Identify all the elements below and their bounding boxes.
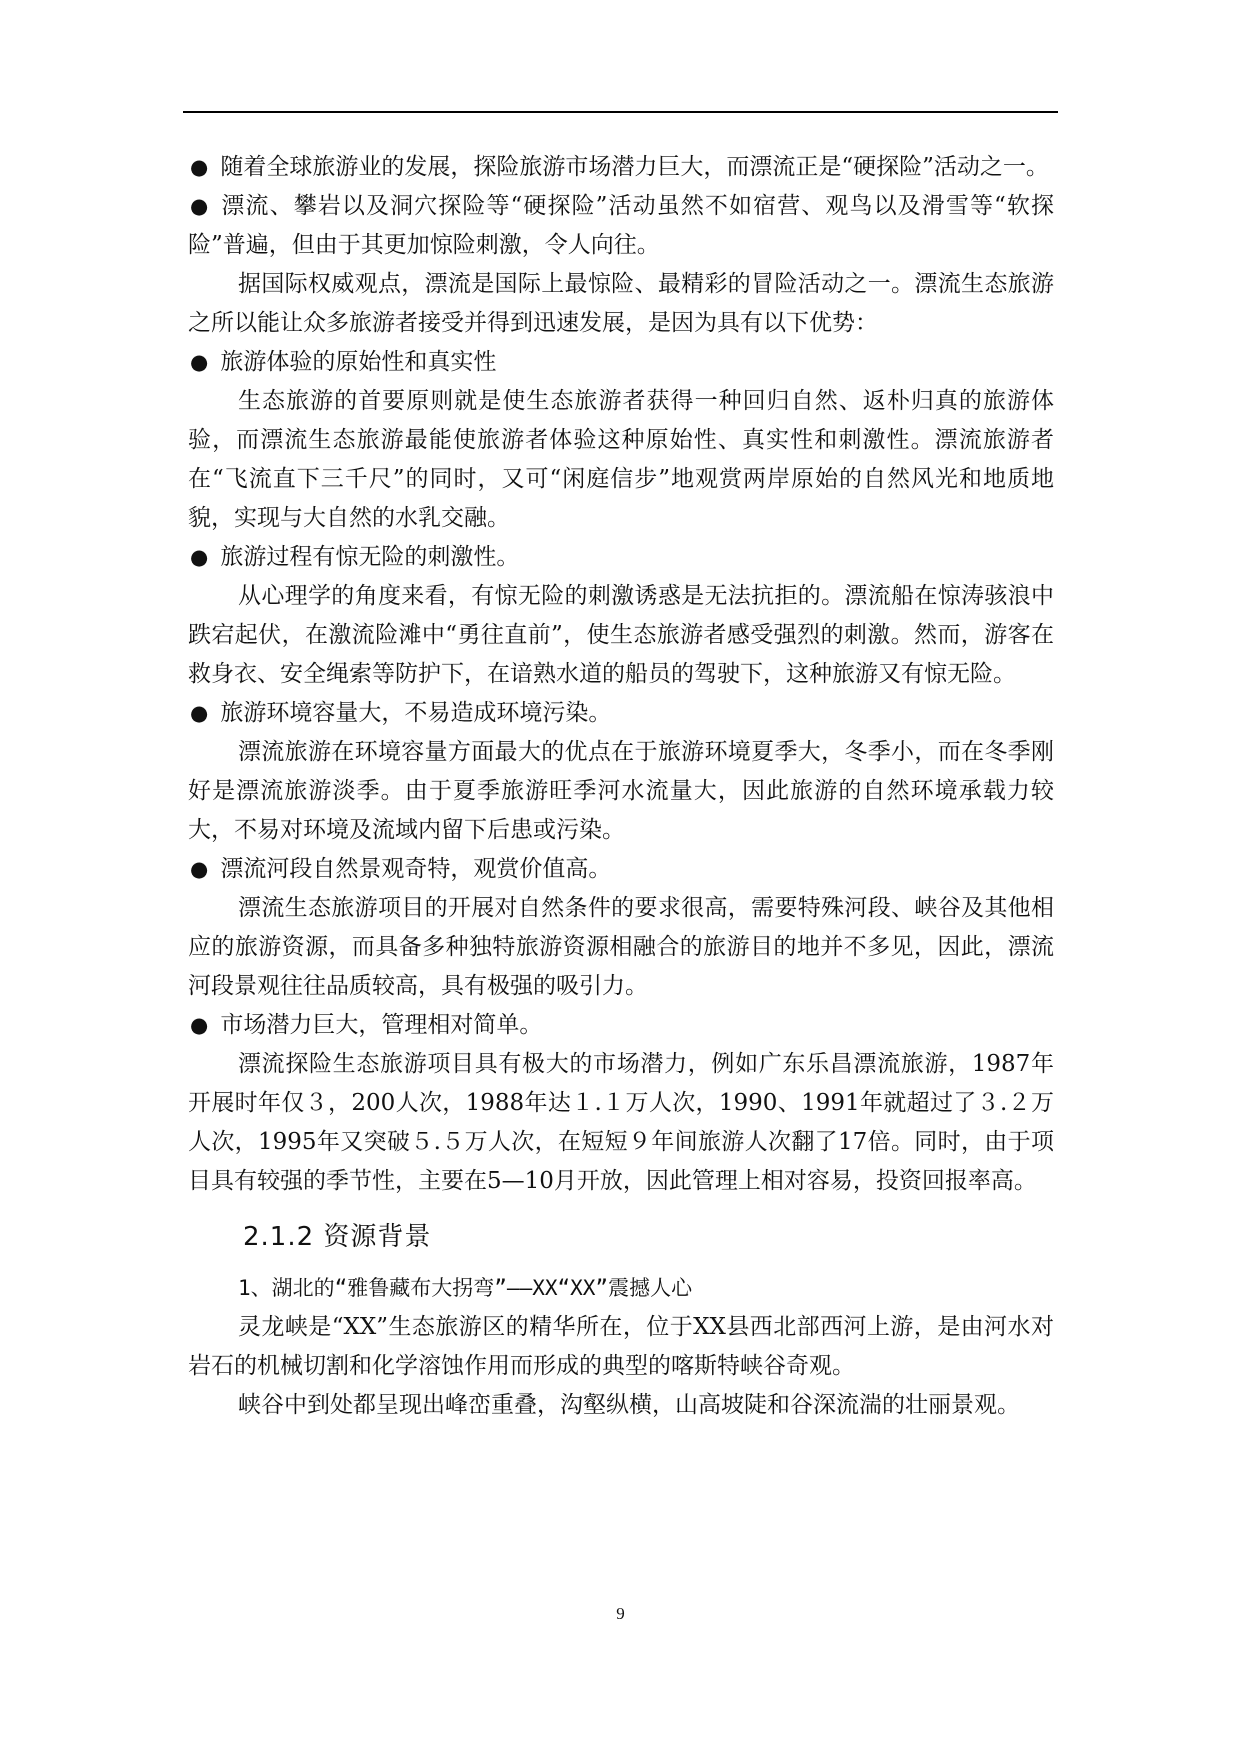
bullet-paragraph bbox=[188, 694, 1054, 733]
paragraph-text: 旅游环境容量大，不易造成环境污染。 bbox=[220, 700, 612, 726]
bullet-icon: ● bbox=[190, 857, 209, 881]
body-paragraph: 灵龙峡是“XX”生态旅游区的精华所在，位于XX县西北部西河上游，是由河水对岩石的机械切割和化学溶蚀作用而形成的典型的喀斯特峡谷奇观。 bbox=[188, 1314, 1054, 1379]
document-body bbox=[188, 148, 1054, 1425]
bullet-paragraph bbox=[188, 850, 1054, 889]
bullet-icon: ● bbox=[190, 155, 209, 179]
paragraph-text: 旅游体验的原始性和真实性 bbox=[220, 349, 497, 375]
bullet-paragraph bbox=[188, 187, 1054, 265]
paragraph-text: 随着全球旅游业的发展，探险旅游市场潜力巨大，而漂流正是“硬探险”活动之一。 bbox=[220, 154, 1049, 180]
paragraph-text: 漂流、攀岩以及洞穴探险等“硬探险”活动虽然不如宿营、观鸟以及滑雪等“软探险”普遍，但由于其更加惊险刺激，令人向往。 bbox=[188, 193, 1054, 258]
sub-heading: 1、湖北的“雅鲁藏布大拐弯”——XX“XX”震撼人心 bbox=[238, 1276, 693, 1300]
body-paragraph: 漂流生态旅游项目的开展对自然条件的要求很高，需要特殊河段、峡谷及其他相应的旅游资源，而具备多种独特旅游资源相融合的旅游目的地并不多见，因此，漂流河段景观往往品质较高，具有极强的吸引力。 bbox=[188, 895, 1054, 999]
bullet-icon: ● bbox=[190, 194, 209, 218]
body-paragraph: 漂流探险生态旅游项目具有极大的市场潜力，例如广东乐昌漂流旅游，1987年开展时年仅３，200人次，1988年达１.１万人次，1990、1991年就超过了３.２万人次，1995年又突破５.５万人次，在短短９年间旅游人次翻了17倍。同时，由于项目具有较强的季节性，主要在5—10月开放，因此管理上相对容易，投资回报率高。 bbox=[188, 1051, 1054, 1194]
bullet-paragraph bbox=[188, 148, 1054, 187]
bullet-paragraph bbox=[188, 343, 1054, 382]
body-paragraph: 据国际权威观点，漂流是国际上最惊险、最精彩的冒险活动之一。漂流生态旅游之所以能让众多旅游者接受并得到迅速发展，是因为具有以下优势： bbox=[188, 271, 1054, 336]
bullet-paragraph bbox=[188, 538, 1054, 577]
section-heading: 2.1.2 资源背景 bbox=[243, 1222, 432, 1252]
bullet-paragraph bbox=[188, 1006, 1054, 1045]
paragraph-text: 漂流河段自然景观奇特，观赏价值高。 bbox=[220, 856, 612, 882]
body-paragraph: 漂流旅游在环境容量方面最大的优点在于旅游环境夏季大，冬季小，而在冬季刚好是漂流旅游淡季。由于夏季旅游旺季河水流量大，因此旅游的自然环境承载力较大，不易对环境及流域内留下后患或污染。 bbox=[188, 739, 1054, 843]
bullet-icon: ● bbox=[190, 701, 209, 725]
body-paragraph: 生态旅游的首要原则就是使生态旅游者获得一种回归自然、返朴归真的旅游体验，而漂流生态旅游最能使旅游者体验这种原始性、真实性和刺激性。漂流旅游者在“飞流直下三千尺”的同时，又可“闲庭信步”地观赏两岸原始的自然风光和地质地貌，实现与大自然的水乳交融。 bbox=[188, 388, 1054, 531]
paragraph-text: 市场潜力巨大，管理相对简单。 bbox=[220, 1012, 543, 1038]
bullet-icon: ● bbox=[190, 545, 209, 569]
body-paragraph: 峡谷中到处都呈现出峰峦重叠，沟壑纵横，山高坡陡和谷深流湍的壮丽景观。 bbox=[238, 1392, 1020, 1418]
page-number: 9 bbox=[616, 1604, 625, 1623]
bullet-icon: ● bbox=[190, 1013, 209, 1037]
bullet-icon: ● bbox=[190, 350, 209, 374]
header-rule bbox=[183, 111, 1058, 113]
body-paragraph: 从心理学的角度来看，有惊无险的刺激诱惑是无法抗拒的。漂流船在惊涛骇浪中跌宕起伏，在激流险滩中“勇往直前”，使生态旅游者感受强烈的刺激。然而，游客在救身衣、安全绳索等防护下，在谙熟水道的船员的驾驶下，这种旅游又有惊无险。 bbox=[188, 583, 1054, 687]
paragraph-text: 旅游过程有惊无险的刺激性。 bbox=[220, 544, 520, 570]
